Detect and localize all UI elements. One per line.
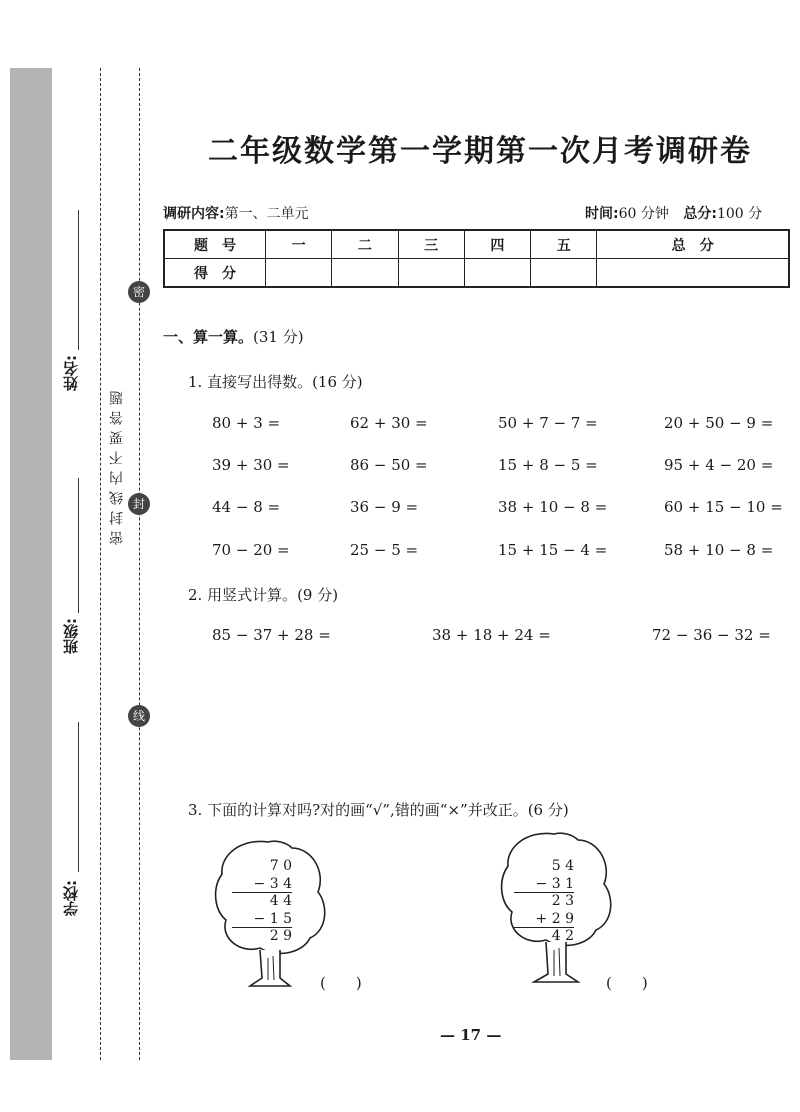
score-cell[interactable] [266, 259, 332, 288]
content-label: 调研内容: [163, 206, 225, 222]
time-value: 60 分钟 [618, 206, 669, 222]
seal-instruction: 密封线内不要答题 [109, 385, 125, 545]
score-cell[interactable] [464, 259, 530, 288]
calc-line: 5 4 [551, 858, 574, 874]
answer-blank-2[interactable]: ( ) [606, 974, 648, 992]
calc-line: − 1 5 [232, 911, 292, 929]
calc-line: 4 4 [269, 893, 292, 909]
calc-line: + 2 9 [514, 911, 574, 929]
equation: 15 + 8 − 5 = [498, 456, 598, 474]
vertical-calc-item: 72 − 36 − 32 = [652, 626, 771, 644]
equation: 44 − 8 = [212, 498, 281, 516]
binding-strip [10, 68, 52, 1060]
question-1-prompt: 1. 直接写出得数。(16 分) [188, 373, 363, 391]
question-2-prompt: 2. 用竖式计算。(9 分) [188, 586, 339, 604]
calc-line: − 3 1 [514, 876, 574, 894]
seal-feng: 封 [128, 493, 150, 515]
equation: 60 + 15 − 10 = [664, 498, 783, 516]
time-label: 时间: [585, 206, 619, 222]
content-value: 第一、二单元 [224, 206, 309, 222]
page-number: — 17 — [440, 1026, 502, 1044]
score-cell[interactable] [332, 259, 398, 288]
equation: 36 − 9 = [350, 498, 419, 516]
score-cell[interactable] [398, 259, 464, 288]
equation: 25 − 5 = [350, 541, 419, 559]
cut-line-right [139, 68, 140, 1060]
question-3-prompt: 3. 下面的计算对吗?对的画“√”,错的画“×”并改正。(6 分) [188, 801, 569, 819]
total-value: 100 分 [716, 206, 763, 222]
section-heading [163, 326, 304, 347]
equation: 58 + 10 − 8 = [664, 541, 774, 559]
calc-line: 2 9 [269, 928, 292, 944]
calc-line: 2 3 [551, 893, 574, 909]
calc-line: − 3 4 [232, 876, 292, 894]
score-header-cell: 四 [464, 230, 530, 259]
score-table [163, 229, 790, 288]
equation: 20 + 50 − 9 = [664, 414, 774, 432]
equation: 95 + 4 − 20 = [664, 456, 774, 474]
score-header-cell: 一 [266, 230, 332, 259]
calc-line: 7 0 [269, 858, 292, 874]
name-label: 姓名: [62, 355, 80, 391]
equation: 70 − 20 = [212, 541, 290, 559]
score-header-cell: 题 号 [164, 230, 266, 259]
score-header-cell: 二 [332, 230, 398, 259]
equation: 86 − 50 = [350, 456, 428, 474]
equation: 38 + 10 − 8 = [498, 498, 608, 516]
score-header-cell: 三 [398, 230, 464, 259]
answer-blank-1[interactable]: ( ) [320, 974, 362, 992]
school-label: 学校: [62, 880, 80, 916]
cut-line-left [100, 68, 101, 1060]
equation: 80 + 3 = [212, 414, 281, 432]
score-cell[interactable] [597, 259, 789, 288]
section-title: 一、算一算。 [163, 328, 254, 346]
equation: 39 + 30 = [212, 456, 290, 474]
calc-line: 4 2 [551, 928, 574, 944]
score-table-header-row [164, 230, 789, 259]
score-row-label: 得 分 [164, 259, 266, 288]
time-score-info [585, 203, 762, 223]
class-label: 班级: [62, 618, 80, 654]
school-line[interactable] [78, 722, 79, 872]
content-info [163, 203, 309, 223]
vertical-calc-item: 38 + 18 + 24 = [432, 626, 551, 644]
score-cell[interactable] [531, 259, 597, 288]
name-line[interactable] [78, 210, 79, 350]
equation: 50 + 7 − 7 = [498, 414, 598, 432]
equation: 15 + 15 − 4 = [498, 541, 608, 559]
section-points: (31 分) [253, 328, 304, 346]
seal-xian: 线 [128, 705, 150, 727]
total-label: 总分: [683, 206, 717, 222]
class-line[interactable] [78, 478, 79, 613]
page-title: 二年级数学第一学期第一次月考调研卷 [208, 134, 752, 169]
vertical-calc-1 [232, 858, 292, 946]
score-header-cell: 五 [531, 230, 597, 259]
score-header-cell: 总 分 [597, 230, 789, 259]
vertical-calc-item: 85 − 37 + 28 = [212, 626, 331, 644]
seal-mi: 密 [128, 281, 150, 303]
equation: 62 + 30 = [350, 414, 428, 432]
score-table-score-row [164, 259, 789, 288]
vertical-calc-2 [514, 858, 574, 946]
